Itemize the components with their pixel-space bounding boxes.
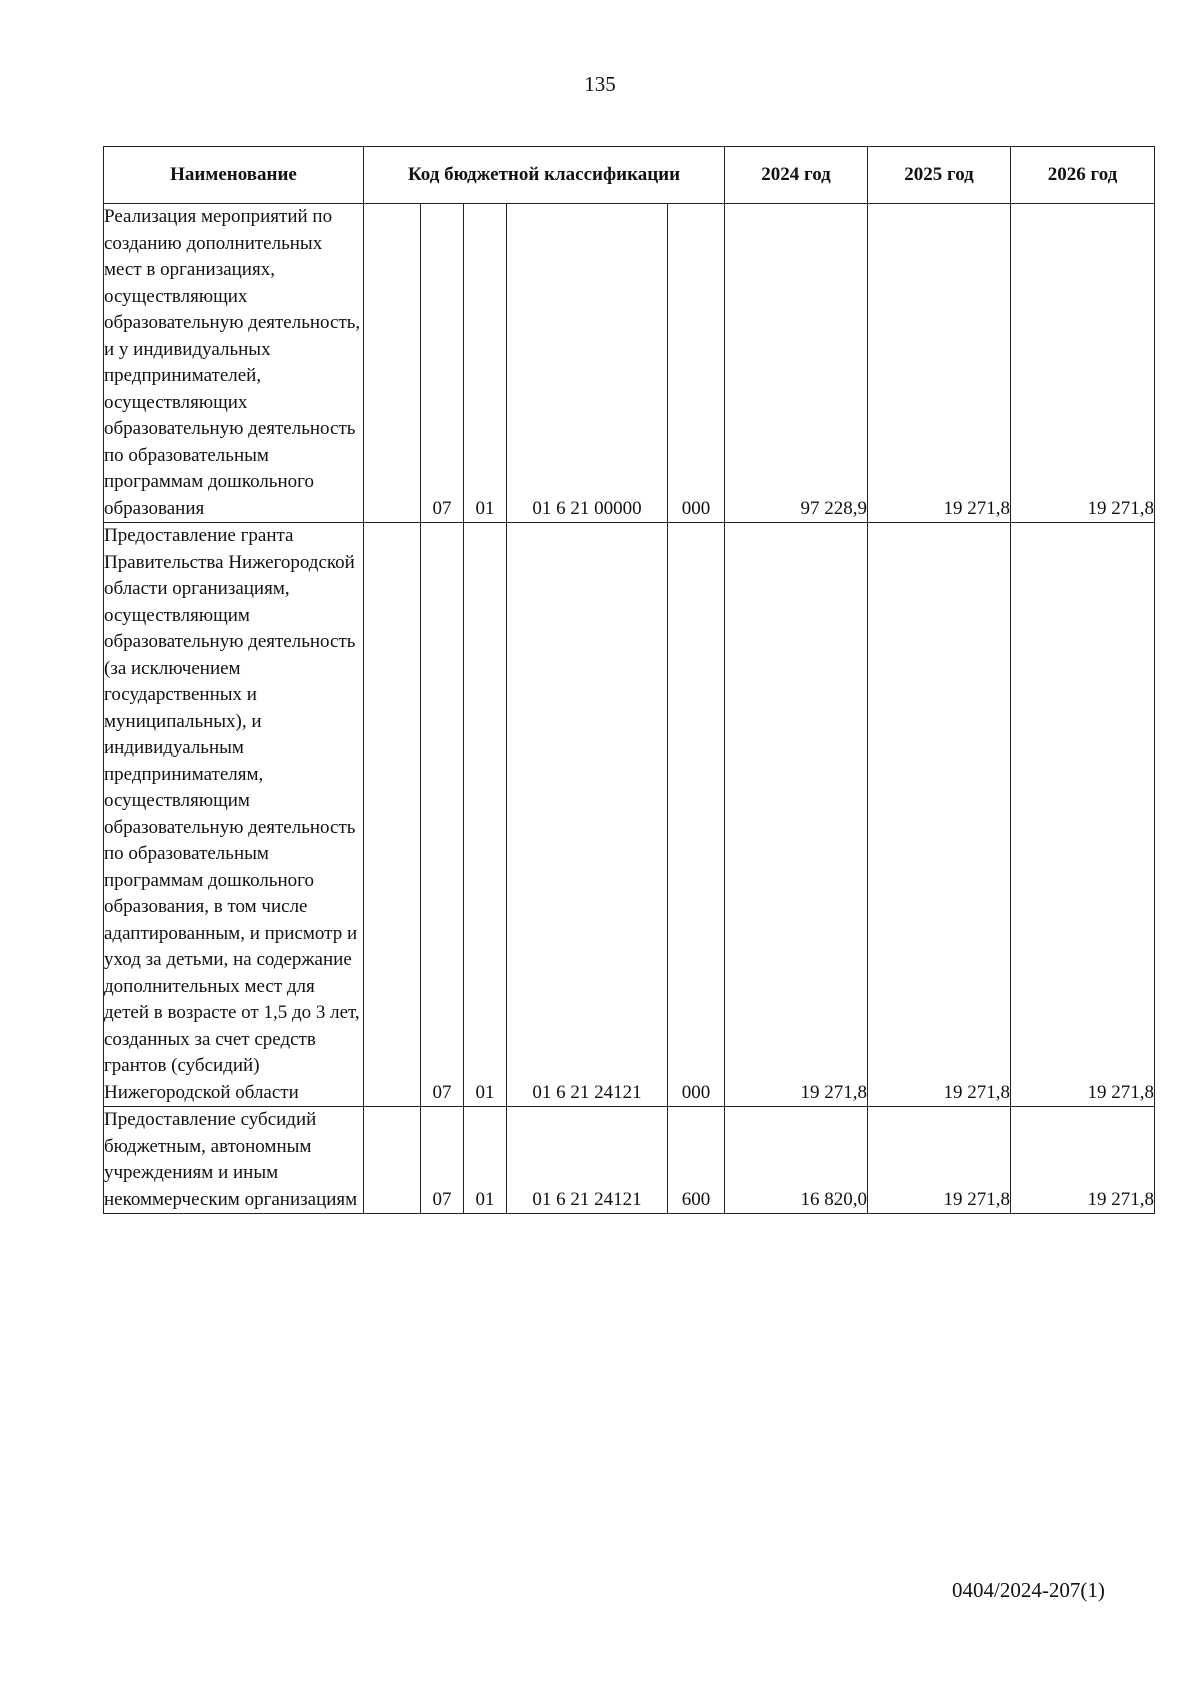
document-code: 0404/2024-207(1) — [952, 1578, 1105, 1602]
header-code: Код бюджетной классификации — [364, 147, 725, 204]
row-code-section: 07 — [421, 204, 464, 523]
row-value-2024: 19 271,8 — [725, 523, 868, 1107]
page-number: 135 — [584, 72, 616, 96]
row-name: Реализация мероприятий по созданию дополнительных мест в организациях, осуществляющих образовательную деятельность, и у индивидуальных предпринимателей, осуществляющих образовательную деятельность по образовательным программам дошкольного образования — [104, 204, 364, 523]
row-value-2026: 19 271,8 — [1011, 204, 1155, 523]
row-code-section: 07 — [421, 1107, 464, 1214]
budget-table — [103, 146, 1155, 1214]
row-value-2024: 16 820,0 — [725, 1107, 868, 1214]
row-value-2026: 19 271,8 — [1011, 523, 1155, 1107]
row-code-subsection: 01 — [464, 1107, 507, 1214]
row-code-expense-type: 000 — [668, 523, 725, 1107]
table-row — [104, 204, 1155, 523]
row-code-1 — [364, 204, 421, 523]
row-value-2025: 19 271,8 — [868, 204, 1011, 523]
table-row — [104, 1107, 1155, 1214]
row-value-2025: 19 271,8 — [868, 1107, 1011, 1214]
row-code-subsection: 01 — [464, 204, 507, 523]
header-name: Наименование — [104, 147, 364, 204]
row-code-target: 01 6 21 24121 — [507, 523, 668, 1107]
row-code-expense-type: 600 — [668, 1107, 725, 1214]
row-value-2024: 97 228,9 — [725, 204, 868, 523]
row-code-1 — [364, 523, 421, 1107]
row-code-target: 01 6 21 24121 — [507, 1107, 668, 1214]
row-code-target: 01 6 21 00000 — [507, 204, 668, 523]
row-value-2025: 19 271,8 — [868, 523, 1011, 1107]
row-value-2026: 19 271,8 — [1011, 1107, 1155, 1214]
table-header-row — [104, 147, 1155, 204]
row-code-subsection: 01 — [464, 523, 507, 1107]
row-code-section: 07 — [421, 523, 464, 1107]
table-row — [104, 523, 1155, 1107]
row-code-1 — [364, 1107, 421, 1214]
row-code-expense-type: 000 — [668, 204, 725, 523]
header-2026: 2026 год — [1011, 147, 1155, 204]
header-2025: 2025 год — [868, 147, 1011, 204]
header-2024: 2024 год — [725, 147, 868, 204]
row-name: Предоставление субсидий бюджетным, автономным учреждениям и иным некоммерческим организациям — [104, 1107, 364, 1214]
row-name: Предоставление гранта Правительства Нижегородской области организациям, осуществляющим образовательную деятельность (за исключением государственных и муниципальных), и индивидуальным предпринимателям, осуществляющим образовательную деятельность по образовательным программам дошкольного образования, в том числе адаптированным, и присмотр и уход за детьми, на содержание дополнительных мест для детей в возрасте от 1,5 до 3 лет, созданных за счет средств грантов (субсидий) Нижегородской области — [104, 523, 364, 1107]
